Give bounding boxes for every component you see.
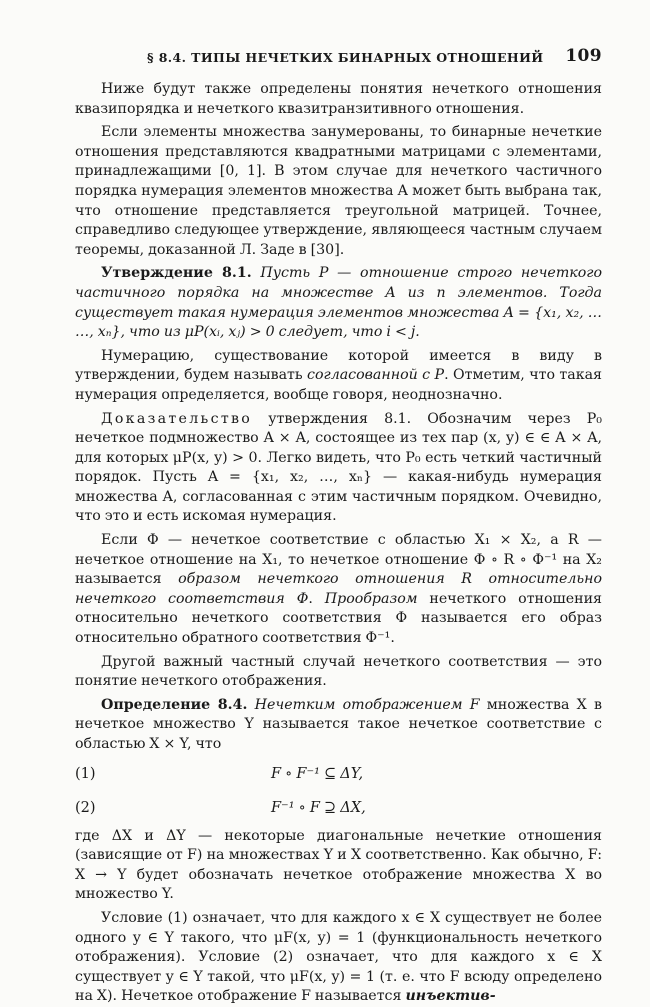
page-body: [75, 80, 602, 1007]
text-run: . Отметим, что такая нумерация определяется, вообще говоря, неоднозначно.: [75, 367, 603, 403]
paragraph-mapping-intro: Другой важный частный случай нечеткого соответствия — это понятие нечеткого отображения.: [75, 653, 602, 690]
proof-label: Доказательство: [101, 410, 253, 427]
formula-expression: F⁻¹ ∘ F ⊇ ΔX,: [271, 799, 366, 816]
proof-text: утверждения 8.1. Обозначим через P₀ нечеткое подмножество A × A, состоящее из тех пар (x, y) ∈ ∈ A × A, для которых μP(x, y) > 0. Легко видеть, что P₀ есть четкий частичный порядок. Пусть A = {x₁, x₂, …, xₙ} — какая-нибудь нумерация множества A, согласованная с этим частичным порядком. Очевидно, что это и есть искомая нумерация.: [75, 410, 602, 525]
proof: [75, 410, 602, 528]
text-run: нечеткого отношения относительно нечеткого соответствия Φ называется его образ относительно обратного соответствия Φ⁻¹.: [75, 590, 602, 647]
definition-text: множества X в нечеткое множество Y называется такое нечеткое соответствие с областью X × Y, что: [75, 696, 602, 752]
term-injective: инъектив-: [405, 988, 496, 1005]
paragraph-diagonal: где ΔX и ΔY — некоторые диагональные нечеткие отношения (зависящие от F) на множествах Y и X соответственно. Как обычно, F: X → Y будет обозначать нечеткое отображение множества X во множество Y.: [75, 827, 602, 903]
text-run: Нумерацию, существование которой имеется в виду в утверждении, будем называть: [75, 347, 602, 384]
term-consistent: согласованной с P: [307, 367, 445, 384]
definition-8-4: [75, 696, 602, 755]
paragraph-consistent-numbering: [75, 347, 602, 406]
formula-1: [75, 759, 602, 793]
term-preimage: Прообразом: [324, 590, 418, 607]
page-number: 109: [565, 46, 602, 66]
paragraph-conditions: [75, 909, 602, 1007]
definition-term: Нечетким отображением F: [254, 696, 480, 713]
formula-number: (1): [75, 765, 96, 782]
paragraph-numbering: Если элементы множества занумерованы, то бинарные нечеткие отношения представляются квадратными матрицами с элементами, принадлежащими [0, 1]. В этом случае для нечеткого частичного порядка нумерация элементов множества A может быть выбрана так, что отношение представляется треугольной матрицей. Точнее, справедливо следующее утверждение, являющееся частным случаем теоремы, доказанной Л. Заде в [30].: [75, 124, 602, 258]
formula-2: [75, 793, 602, 827]
paragraph-intro: Ниже будут также определены понятия нечеткого отношения квазипорядка и нечеткого квазитранзитивного отношения.: [75, 81, 602, 117]
running-title: § 8.4. ТИПЫ НЕЧЕТКИХ БИНАРНЫХ ОТНОШЕНИЙ: [147, 50, 544, 65]
statement-8-1: [75, 264, 602, 342]
text-run: Если Φ — нечеткое соответствие с областью X₁ × X₂, а R — нечеткое отношение на X₁, то нечеткое отношение Φ ∘ R ∘ Φ⁻¹ на X₂ называется: [75, 532, 602, 588]
statement-label: Утверждение 8.1.: [101, 265, 252, 282]
term-image: образом нечеткого отношения R относительно нечеткого соответствия Φ: [75, 571, 602, 607]
running-header: [75, 46, 602, 80]
definition-label: Определение 8.4.: [101, 696, 248, 713]
text-run: .: [308, 590, 325, 607]
formula-expression: F ∘ F⁻¹ ⊆ ΔY,: [271, 765, 364, 782]
formula-number: (2): [75, 799, 96, 816]
paragraph-image-preimage: [75, 531, 602, 649]
text-run: Условие (1) означает, что для каждого x ∈ X существует не более одного y ∈ Y такого, что μF(x, y) = 1 (функциональность нечеткого отображения). Условие (2) означает, что для каждого x ∈ X существует y ∈ Y такой, что μF(x, y) = 1 (т. е. что F всюду определено на X). Нечеткое отображение F называется: [75, 909, 602, 1005]
statement-text: Пусть P — отношение строго нечеткого частичного порядка на множестве A из n элементов. Тогда существует такая нумерация элементов множества A = {x₁, x₂, … …, xₙ}, что из μP(xᵢ, xⱼ) > 0 следует, что i < j.: [75, 265, 602, 341]
